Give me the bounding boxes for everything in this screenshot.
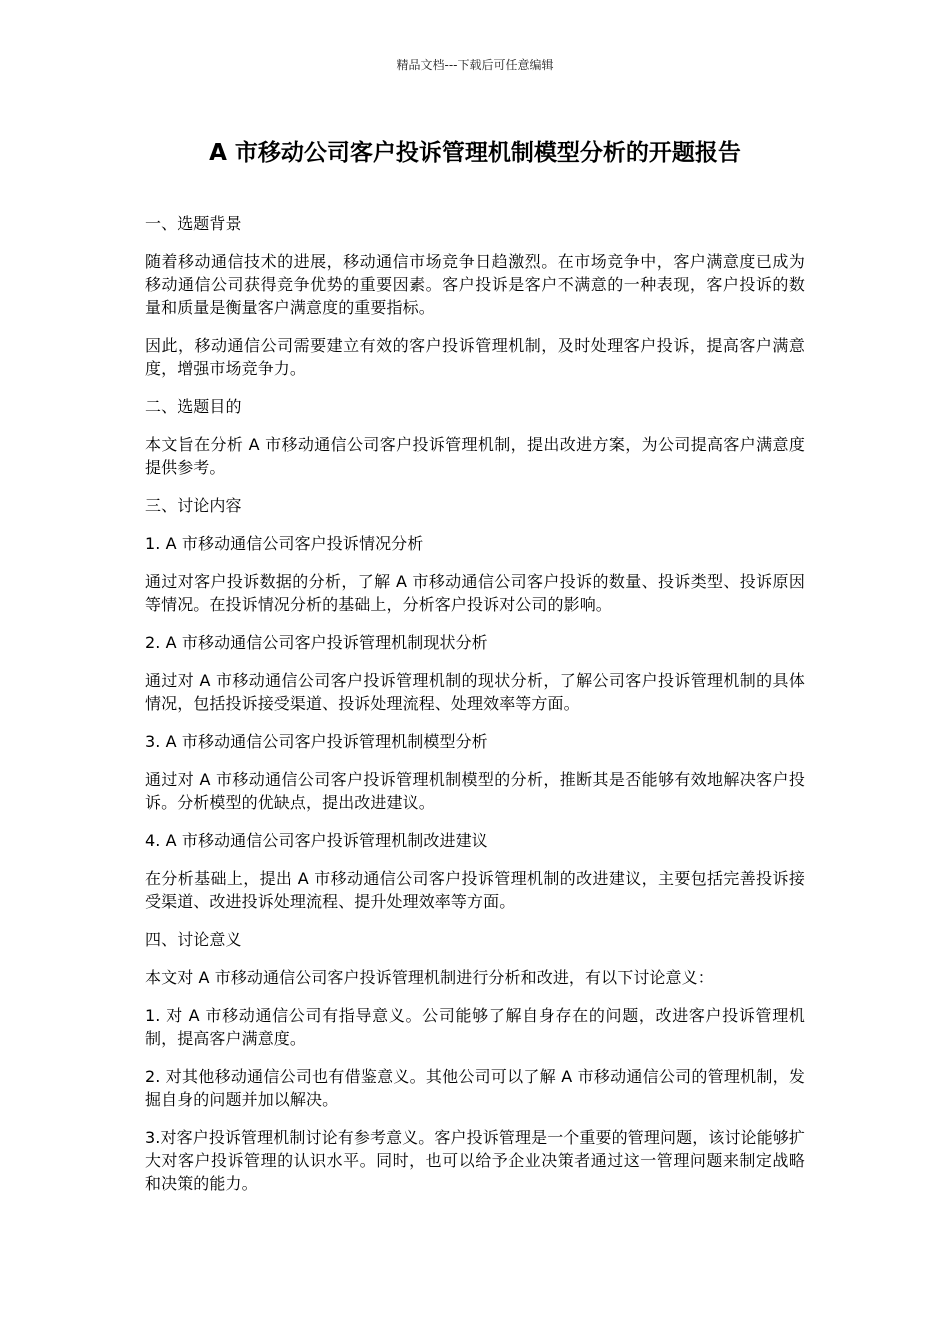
document-title: A 市移动公司客户投诉管理机制模型分析的开题报告 — [209, 140, 741, 166]
subheading-content-3: 3. A 市移动通信公司客户投诉管理机制模型分析 — [145, 732, 488, 751]
paragraph-significance-1: 1. 对 A 市移动通信公司有指导意义。公司能够了解自身存在的问题，改进客户投诉管理机制，提高客户满意度。 — [145, 1006, 805, 1048]
section-heading-purpose: 二、选题目的 — [145, 397, 242, 416]
header-note: 精品文档---下载后可任意编辑 — [396, 58, 554, 72]
section-heading-content: 三、讨论内容 — [145, 496, 242, 515]
subheading-content-2: 2. A 市移动通信公司客户投诉管理机制现状分析 — [145, 633, 488, 652]
paragraph-content-1: 通过对客户投诉数据的分析，了解 A 市移动通信公司客户投诉的数量、投诉类型、投诉原因等情况。在投诉情况分析的基础上，分析客户投诉对公司的影响。 — [145, 572, 805, 614]
paragraph-purpose: 本文旨在分析 A 市移动通信公司客户投诉管理机制，提出改进方案，为公司提高客户满意度提供参考。 — [145, 435, 805, 477]
paragraph-background-2: 因此，移动通信公司需要建立有效的客户投诉管理机制，及时处理客户投诉，提高客户满意度，增强市场竞争力。 — [145, 336, 805, 378]
section-heading-background: 一、选题背景 — [145, 214, 242, 233]
paragraph-content-4: 在分析基础上，提出 A 市移动通信公司客户投诉管理机制的改进建议，主要包括完善投诉接受渠道、改进投诉处理流程、提升处理效率等方面。 — [145, 869, 805, 911]
paragraph-significance-2: 2. 对其他移动通信公司也有借鉴意义。其他公司可以了解 A 市移动通信公司的管理机制，发掘自身的问题并加以解决。 — [145, 1067, 805, 1109]
paragraph-significance-3: 3.对客户投诉管理机制讨论有参考意义。客户投诉管理是一个重要的管理问题，该讨论能够扩大对客户投诉管理的认识水平。同时，也可以给予企业决策者通过这一管理问题来制定战略和决策的能力。 — [145, 1128, 805, 1193]
paragraph-content-3: 通过对 A 市移动通信公司客户投诉管理机制模型的分析，推断其是否能够有效地解决客户投诉。分析模型的优缺点，提出改进建议。 — [145, 770, 805, 812]
paragraph-content-2: 通过对 A 市移动通信公司客户投诉管理机制的现状分析，了解公司客户投诉管理机制的具体情况，包括投诉接受渠道、投诉处理流程、处理效率等方面。 — [145, 671, 805, 713]
paragraph-background-1: 随着移动通信技术的进展，移动通信市场竞争日趋激烈。在市场竞争中，客户满意度已成为移动通信公司获得竞争优势的重要因素。客户投诉是客户不满意的一种表现，客户投诉的数量和质量是衡量客户满意度的重要指标。 — [145, 252, 805, 317]
section-heading-significance: 四、讨论意义 — [145, 930, 242, 949]
paragraph-significance-intro: 本文对 A 市移动通信公司客户投诉管理机制进行分析和改进，有以下讨论意义： — [145, 968, 714, 987]
subheading-content-1: 1. A 市移动通信公司客户投诉情况分析 — [145, 534, 424, 553]
document-body — [145, 212, 805, 1210]
subheading-content-4: 4. A 市移动通信公司客户投诉管理机制改进建议 — [145, 831, 488, 850]
